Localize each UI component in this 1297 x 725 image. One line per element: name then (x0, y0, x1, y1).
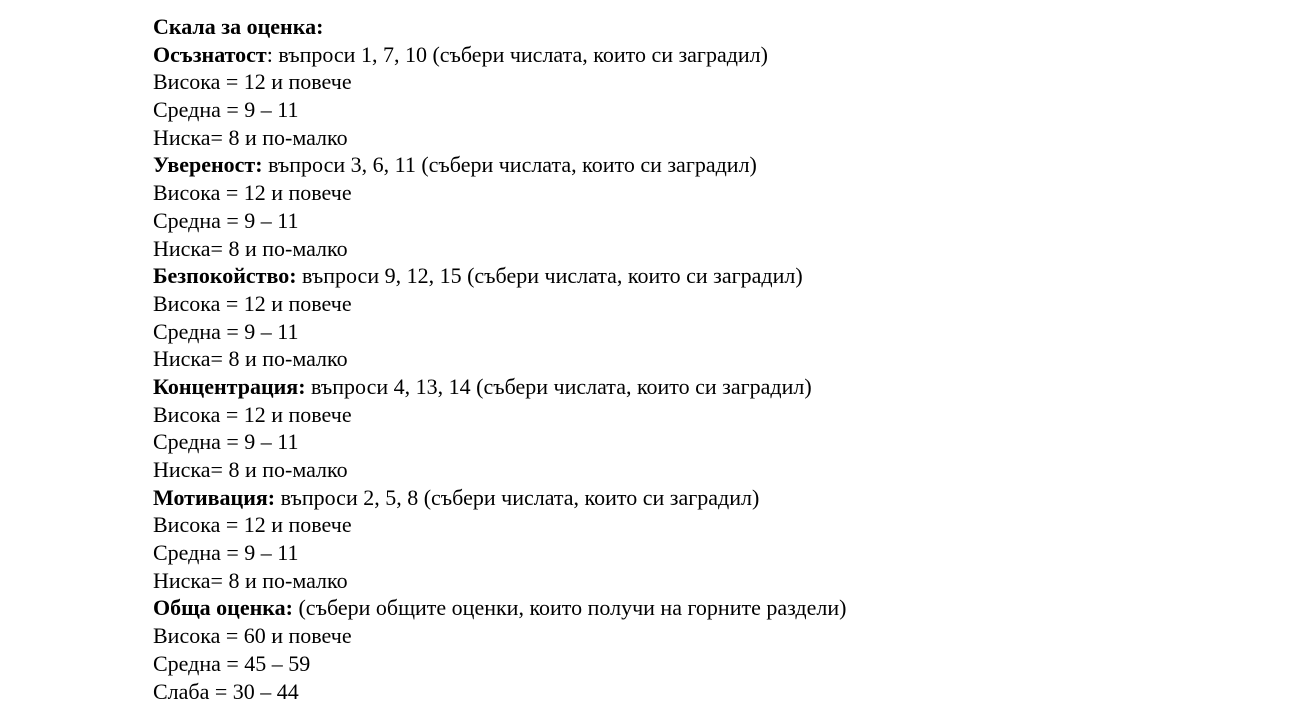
level-high: Висока = 60 и повече (153, 623, 352, 649)
section-header (153, 484, 1253, 512)
level-high: Висока = 12 и повече (153, 401, 352, 427)
section-header (153, 151, 1253, 179)
section-header (153, 373, 1253, 401)
document-title: Скала за оценка: (153, 14, 324, 39)
level-medium: Средна = 9 – 11 (153, 429, 299, 455)
section-description: въпроси 3, 6, 11 (събери числата, които си заградил) (262, 152, 757, 178)
level-high: Висока = 12 и повече (153, 69, 352, 95)
section-description: въпроси 2, 5, 8 (събери числата, които си заградил) (275, 484, 760, 510)
level-low: Ниска= 8 и по-малко (153, 457, 348, 482)
level-medium: Средна = 9 – 11 (153, 540, 299, 566)
level-low: Слаба = 30 – 44 (153, 678, 299, 704)
section-heading: Безпокойство: (153, 263, 297, 289)
section-header (153, 262, 1253, 290)
section-description: : въпроси 1, 7, 10 (събери числата, които си заградил) (266, 41, 768, 67)
section-description: въпроси 9, 12, 15 (събери числата, които си заградил) (296, 263, 803, 289)
section-heading: Обща оценка: (153, 595, 293, 621)
level-medium: Средна = 9 – 11 (153, 97, 299, 123)
level-high: Висока = 12 и повече (153, 180, 352, 206)
section-concentration (153, 373, 1253, 484)
section-heading: Мотивация: (153, 484, 276, 510)
level-high: Висока = 12 и повече (153, 512, 352, 538)
level-medium: Средна = 45 – 59 (153, 650, 311, 676)
scoring-document (153, 13, 1253, 705)
section-heading: Концентрация: (153, 373, 306, 399)
section-awareness (153, 41, 1253, 152)
section-confidence (153, 151, 1253, 262)
section-description: (събери общите оценки, които получи на горните раздели) (292, 595, 847, 621)
level-low: Ниска= 8 и по-малко (153, 235, 348, 261)
level-medium: Средна = 9 – 11 (153, 207, 299, 233)
level-medium: Средна = 9 – 11 (153, 318, 299, 344)
section-header (153, 41, 1253, 69)
section-description: въпроси 4, 13, 14 (събери числата, които си заградил) (305, 373, 812, 399)
section-heading: Осъзнатост (153, 41, 267, 67)
level-high: Висока = 12 и повече (153, 290, 352, 316)
section-anxiety (153, 262, 1253, 373)
level-low: Ниска= 8 и по-малко (153, 124, 348, 150)
section-total-score (153, 594, 1253, 705)
level-low: Ниска= 8 и по-малко (153, 346, 348, 372)
section-heading: Увереност: (153, 152, 263, 178)
level-low: Ниска= 8 и по-малко (153, 567, 348, 593)
section-header (153, 594, 1253, 622)
section-motivation (153, 484, 1253, 595)
